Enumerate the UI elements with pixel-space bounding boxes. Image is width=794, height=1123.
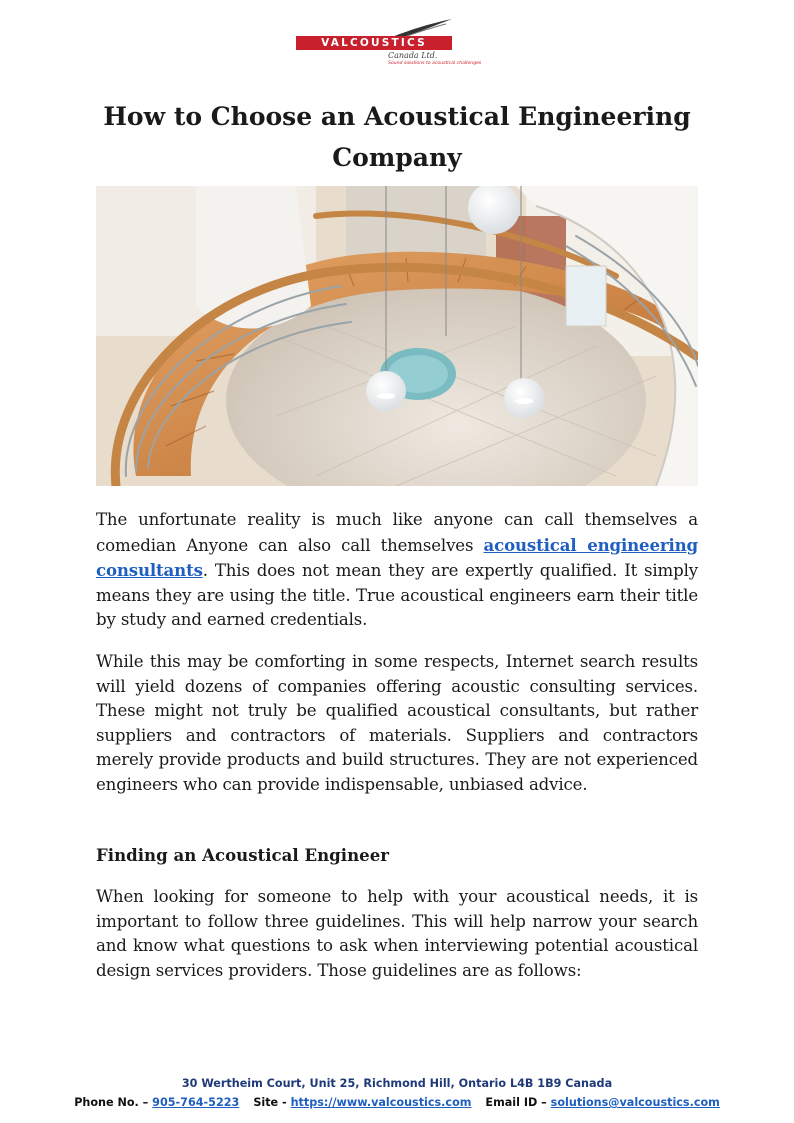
phone-label: Phone No. –: [74, 1096, 153, 1109]
consultants-link[interactable]: acoustical engineering consultants: [96, 534, 698, 580]
phone-link[interactable]: 905-764-5223: [152, 1096, 240, 1109]
footer-address: 30 Wertheim Court, Unit 25, Richmond Hill, Ontario L4B 1B9 Canada: [181, 1077, 613, 1090]
intro-paragraph: [96, 508, 698, 633]
email-label: Email ID –: [485, 1096, 551, 1109]
logo-tagline: Sound solutions to acoustical challenges: [388, 61, 482, 66]
logo-subtitle: Canada Ltd.: [388, 51, 438, 60]
intro-text-start: The unfortunate reality is much like anyone can call themselves a comedian Anyone can also call themselves: [96, 510, 698, 555]
section-heading: Finding an Acoustical Engineer: [96, 845, 389, 865]
intro-text-end: . This does not mean they are expertly qualified. It simply means they are using the title. True acoustical engineers earn their title by study and earned credentials.: [96, 561, 698, 629]
site-label: Site -: [253, 1096, 291, 1109]
guidelines-paragraph: When looking for someone to help with your acoustical needs, it is important to follow three guidelines. This will help narrow your search and know what questions to ask when interviewing potential acoustical design services providers. Those guidelines are as follows:: [96, 887, 698, 980]
site-link[interactable]: https://www.valcoustics.com: [290, 1096, 472, 1109]
staircase-illustration: [96, 186, 698, 486]
company-logo: [296, 18, 496, 72]
swoosh-icon: [390, 18, 454, 38]
hero-image: [96, 186, 698, 486]
footer-contact: [0, 1096, 794, 1109]
email-link[interactable]: solutions@valcoustics.com: [550, 1096, 720, 1109]
search-results-paragraph: While this may be comforting in some respects, Internet search results will yield dozens of companies offering acoustic consulting services. These might not truly be qualified acoustical consultants, but rather suppliers and contractors of materials. Suppliers and contractors merely provide products and build structures. They are not experienced engineers who can provide indispensable, unbiased advice.: [96, 652, 698, 794]
page-title: How to Choose an Acoustical Engineering Company: [103, 102, 691, 172]
logo-wordmark: VALCOUSTICS: [296, 36, 452, 50]
